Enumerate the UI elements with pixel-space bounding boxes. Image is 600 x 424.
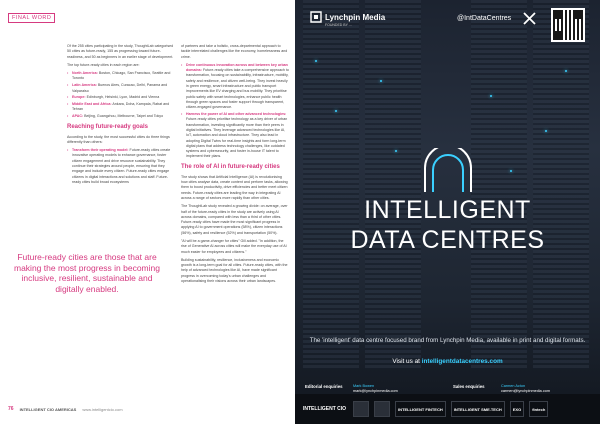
led-light xyxy=(510,170,512,172)
enquiries-label: Sales enquiries xyxy=(453,384,485,389)
right-page-ad xyxy=(295,0,600,424)
brand-logo[interactable]: EXO xyxy=(510,401,524,417)
list-item: • Drive continuous innovation across and between key urban domains: Future-ready cities take a comprehensive approach to transformation, focusing on sustainability, infrastructure, mobility, safety and resilience, and citizen well-being. They invest heavily in green energy, smart infrastructure and public transport improvements like EV charging and bus mobility. They prioritise public safety with smart technologies, enhance public health through green spaces and foster support through transparent, citizen-engaged governance. xyxy=(181,63,289,111)
list-item: • North America: Boston, Chicago, San Francisco, Seattle and Toronto xyxy=(67,71,175,82)
section-tag: FINAL WORD xyxy=(8,13,55,23)
sales-enquiries xyxy=(453,384,551,393)
site-url: www.intelligentcio.com xyxy=(82,406,123,412)
body-paragraph: The ThoughtLab study revealed a growing divide: on average, over half of the future-ready cities in the study are actively using AI across domains, compared with less than a third of other cities. Future-ready cities have made the most significant progress in applying AI to government operations (58%), citizen interactions (56%), safety and resilience (52%) and transportation (50%). xyxy=(181,204,288,235)
visit-line: Visit us at intelligentdatacentres.com xyxy=(392,358,503,365)
brand-sub: FOUNDED BY ... xyxy=(325,23,352,27)
list-intro: The top future-ready cities in each region are: xyxy=(67,62,140,67)
led-light xyxy=(490,95,492,97)
brand-logo[interactable]: INTELLIGENT SME.TECH xyxy=(451,401,505,417)
server-rack xyxy=(533,0,589,369)
enquiries-label: Editorial enquiries xyxy=(305,384,343,389)
editorial-enquiries xyxy=(305,384,398,393)
list-item: • Latin America: Buenos Aires, Curacao, Delhi, Panama and Valparaiso xyxy=(67,83,175,94)
column-1 xyxy=(67,44,175,188)
list-item: • Harness the power of AI and other advanced technologies: Future-ready cities prioritise technology as a key driver of urban transformation, investing significantly more than their peers in digital initiatives. They leverage advanced technologies like AI, IoT, automation and cloud infrastructure. They also lead in adopting Digital Twins for real-time insights and form long-term digital plans that address technology challenges, like outdated systems and cybersecurity, and foster in-house IT talent to implement their plans. xyxy=(181,112,289,160)
qr-code[interactable] xyxy=(551,8,585,42)
promo-text: The 'intelligent' data centre focused brand from Lynchpin Media, available in print and digital formats. xyxy=(309,337,586,344)
contact-email[interactable]: mark@lynchpinmedia.com xyxy=(353,389,398,393)
page-number: 76 xyxy=(8,406,14,412)
brand-logo[interactable]: fintech xyxy=(529,401,548,417)
contact-email[interactable]: carmen@lynchpinmedia.com xyxy=(501,389,551,393)
body-paragraph: The study shows that Artificial Intelligence (AI) is revolutionising how cities analyse data, create content and perform tasks, allowing them to boost productivity, drive efficiencies and better meet citizen needs. Future-ready cities are leading the way in integrating AI across a range of sectors more rapidly than other cities. xyxy=(181,174,288,200)
intelligent-dc-badge-icon xyxy=(419,148,477,192)
body-paragraph: According to the study, the most successful cities do three things differently than others: xyxy=(67,134,170,144)
led-light xyxy=(565,70,567,72)
lynchpin-logo-icon xyxy=(309,10,323,24)
brand-logo[interactable]: INTELLIGENT FINTECH xyxy=(395,401,446,417)
list-item: • Europe: Edinburgh, Helsinki, Lyon, Madrid and Vienna xyxy=(67,95,175,100)
server-rack xyxy=(471,0,527,369)
list-item: • Transform their operating model: Future-ready cities create innovative operating models to enhance governance, foster citizen engagement and drive resource sustainability. They continue their strategies around people, ensuring that they engage and include every citizen. Future-ready cities engage citizens in digital interactions and solutions and staff. Future-ready cities build broad ecosystems xyxy=(67,148,175,185)
points-list xyxy=(67,148,175,185)
points-list xyxy=(181,63,289,160)
column-2 xyxy=(181,44,289,287)
quote-paragraph: "AI will be a game-changer for cities" Gill added. "In addition, the rise of Generative AI across cities will make the everyday use of AI much easier for employees and citizens." xyxy=(181,239,287,254)
body-paragraph: Building sustainability, resilience, inclusiveness and economic growth is a long-term goal for all cities. Future-ready cities, with the help of advanced technologies like AI, have made significant progress in overcoming today's urban challenges and operationalising their visions across their urban landscapes. xyxy=(181,257,288,284)
brand-logo-tile[interactable] xyxy=(374,401,390,417)
body-paragraph: of partners and take a holistic, cross-departmental approach to tackle interrelated challenges like the economy, homelessness and crime. xyxy=(181,44,288,59)
led-light xyxy=(395,150,397,152)
contact-name: Mark Bowen xyxy=(353,384,375,388)
led-light xyxy=(335,110,337,112)
brand-logo[interactable]: INTELLIGENT CIO xyxy=(303,406,347,412)
intro-paragraph: Of the 255 cities participating in the study, ThoughtLab categorised 50 cities as future-ready, 155 as progressing toward future-readiness, and 50 as beginners in an earlier stage of development. xyxy=(67,44,174,59)
brand-logo-tile[interactable] xyxy=(353,401,369,417)
ad-title-line1: INTELLIGENT xyxy=(364,196,531,224)
contact-name: Carmen Acton xyxy=(501,384,526,388)
pull-quote: Future-ready cities are those that are making the most progress in becoming inclusive, resilient, sustainable and digitally enabled. xyxy=(14,252,160,294)
server-rack xyxy=(303,0,359,369)
x-icon[interactable] xyxy=(522,11,537,26)
contact-details xyxy=(353,384,398,394)
section-heading: Reaching future-ready goals xyxy=(67,123,149,130)
page-footer xyxy=(8,406,123,412)
led-light xyxy=(315,60,317,62)
social-handle[interactable]: @IntDataCentres xyxy=(457,15,512,22)
led-light xyxy=(380,80,382,82)
website-link[interactable]: intelligentdatacentres.com xyxy=(421,358,503,365)
list-item: • Middle East and Africa: Ankara, Doha, Kampala, Rabat and Tehran xyxy=(67,102,175,113)
publication-name: INTELLIGENT CIO AMERICAS xyxy=(19,406,77,412)
led-light xyxy=(545,130,547,132)
server-rack xyxy=(365,0,421,369)
qr-pattern xyxy=(553,10,583,40)
section-heading: The role of AI in future-ready cities xyxy=(181,163,280,170)
brand-logo-bar xyxy=(295,394,600,424)
brand-name: Lynchpin Media xyxy=(325,13,386,22)
ad-title-line2: DATA CENTRES xyxy=(350,226,545,254)
list-item: • APAC: Beijing, Guangzhou, Melbourne, Taipei and Tokyo xyxy=(67,114,175,119)
region-list xyxy=(67,71,175,119)
left-page xyxy=(0,0,295,424)
